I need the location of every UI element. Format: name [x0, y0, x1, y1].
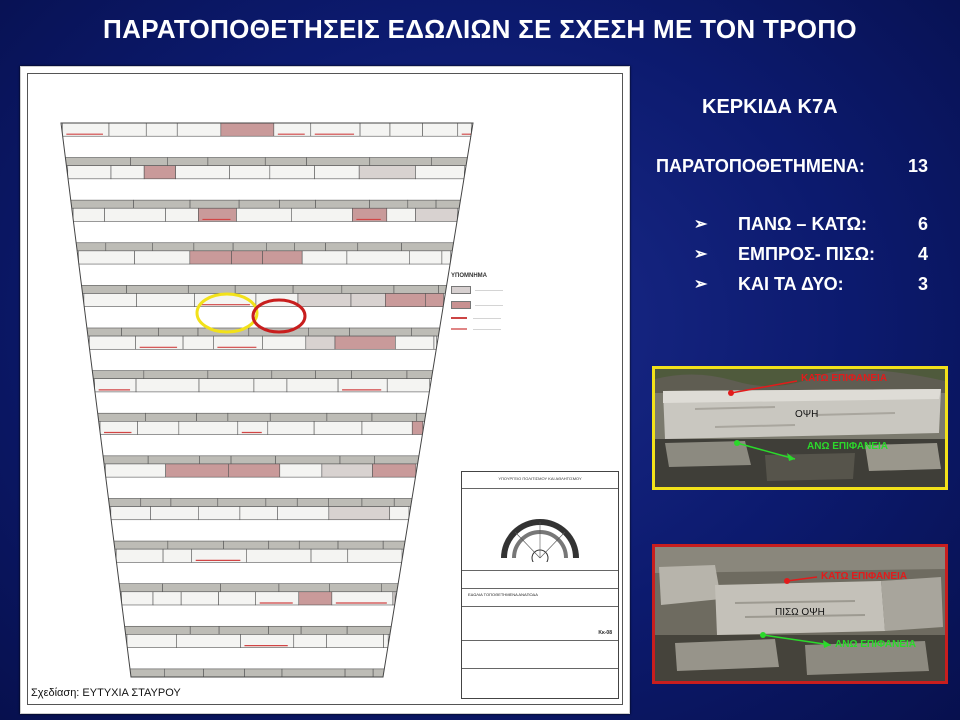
total-value: 13 — [908, 156, 929, 176]
bullet-value: 4 — [918, 244, 929, 264]
bullet-label: ΕΜΠΡΟΣ- ΠΙΣΩ: — [738, 244, 876, 264]
bullet-label: ΚΑΙ ΤΑ ΔΥΟ: — [738, 274, 844, 294]
plan-legend — [451, 273, 626, 433]
section-heading: ΚΕΡΚΙΔΑ Κ7Α — [702, 96, 838, 118]
total-label: ΠΑΡΑΤΟΠΟΘΕΤΗΜΕΝΑ: — [656, 156, 865, 176]
bullet-label: ΠΑΝΩ – ΚΑΤΩ: — [738, 214, 868, 234]
legend-swatch-dark — [451, 301, 471, 309]
label-lower-surface: ΚΑΤΩ ΕΠΙΦΑΝΕΙΑ — [821, 571, 908, 582]
titleblock-drawing-title: ΕΔΩΛΙΑ ΤΟΠΟΘΕΤΗΜΕΝΑ ΑΝΑΠΟΔΑ — [468, 592, 538, 597]
bullet-value: 6 — [918, 214, 929, 234]
label-upper-surface: ΑΝΩ ΕΠΙΦΑΝΕΙΑ — [835, 639, 916, 650]
titleblock-theatre-thumbnail — [500, 512, 580, 562]
arrow-bullet-icon: ➢ — [694, 216, 708, 233]
label-face: ΟΨΗ — [795, 409, 819, 420]
legend-title: ΥΠΟΜΝΗΜΑ — [451, 273, 487, 279]
label-face: ΠΙΣΩ ΟΨΗ — [775, 607, 825, 618]
label-lower-surface: ΚΑΤΩ ΕΠΙΦΑΝΕΙΑ — [801, 373, 888, 384]
legend-swatch-light — [451, 286, 471, 294]
drawing-title-block — [461, 471, 619, 699]
legend-row-1 — [451, 286, 626, 294]
legend-text-1: ———————— — [475, 288, 503, 292]
arrow-bullet-icon: ➢ — [694, 276, 708, 293]
legend-text-3: ———————— — [473, 316, 501, 320]
titleblock-ministry: ΥΠΟΥΡΓΕΙΟ ΠΟΛΙΤΙΣΜΟΥ ΚΑΙ ΑΘΛΗΤΙΣΜΟΥ — [498, 476, 582, 481]
label-upper-surface: ΑΝΩ ΕΠΙΦΑΝΕΙΑ — [807, 441, 888, 452]
photo-upside-down-block — [652, 366, 948, 490]
legend-text-4: ———————— — [473, 327, 501, 331]
slide-title: ΠΑΡΑΤΟΠΟΘΕΤΗΣΕΙΣ ΕΔΩΛΙΩΝ ΣΕ ΣΧΕΣΗ ΜΕ ΤΟΝ ΤΡΟΠΟ — [103, 14, 857, 44]
legend-row-2 — [451, 301, 626, 309]
annotation-arrows — [655, 547, 945, 681]
photo-reversed-block — [652, 544, 948, 684]
annotation-arrows — [655, 369, 945, 487]
legend-line-pink — [451, 328, 467, 330]
arrow-bullet-icon: ➢ — [694, 246, 708, 263]
legend-line-red — [451, 317, 467, 319]
legend-text-2: ———————— — [475, 303, 503, 307]
legend-row-4 — [451, 327, 626, 331]
legend-row-3 — [451, 316, 626, 320]
site-plan-drawing — [20, 66, 630, 714]
drawing-credit: Σχεδίαση: ΕΥΤΥΧΙΑ ΣΤΑΥΡΟΥ — [31, 687, 181, 699]
bullet-value: 3 — [918, 274, 929, 294]
titleblock-code: Κκ-08 — [598, 630, 612, 636]
